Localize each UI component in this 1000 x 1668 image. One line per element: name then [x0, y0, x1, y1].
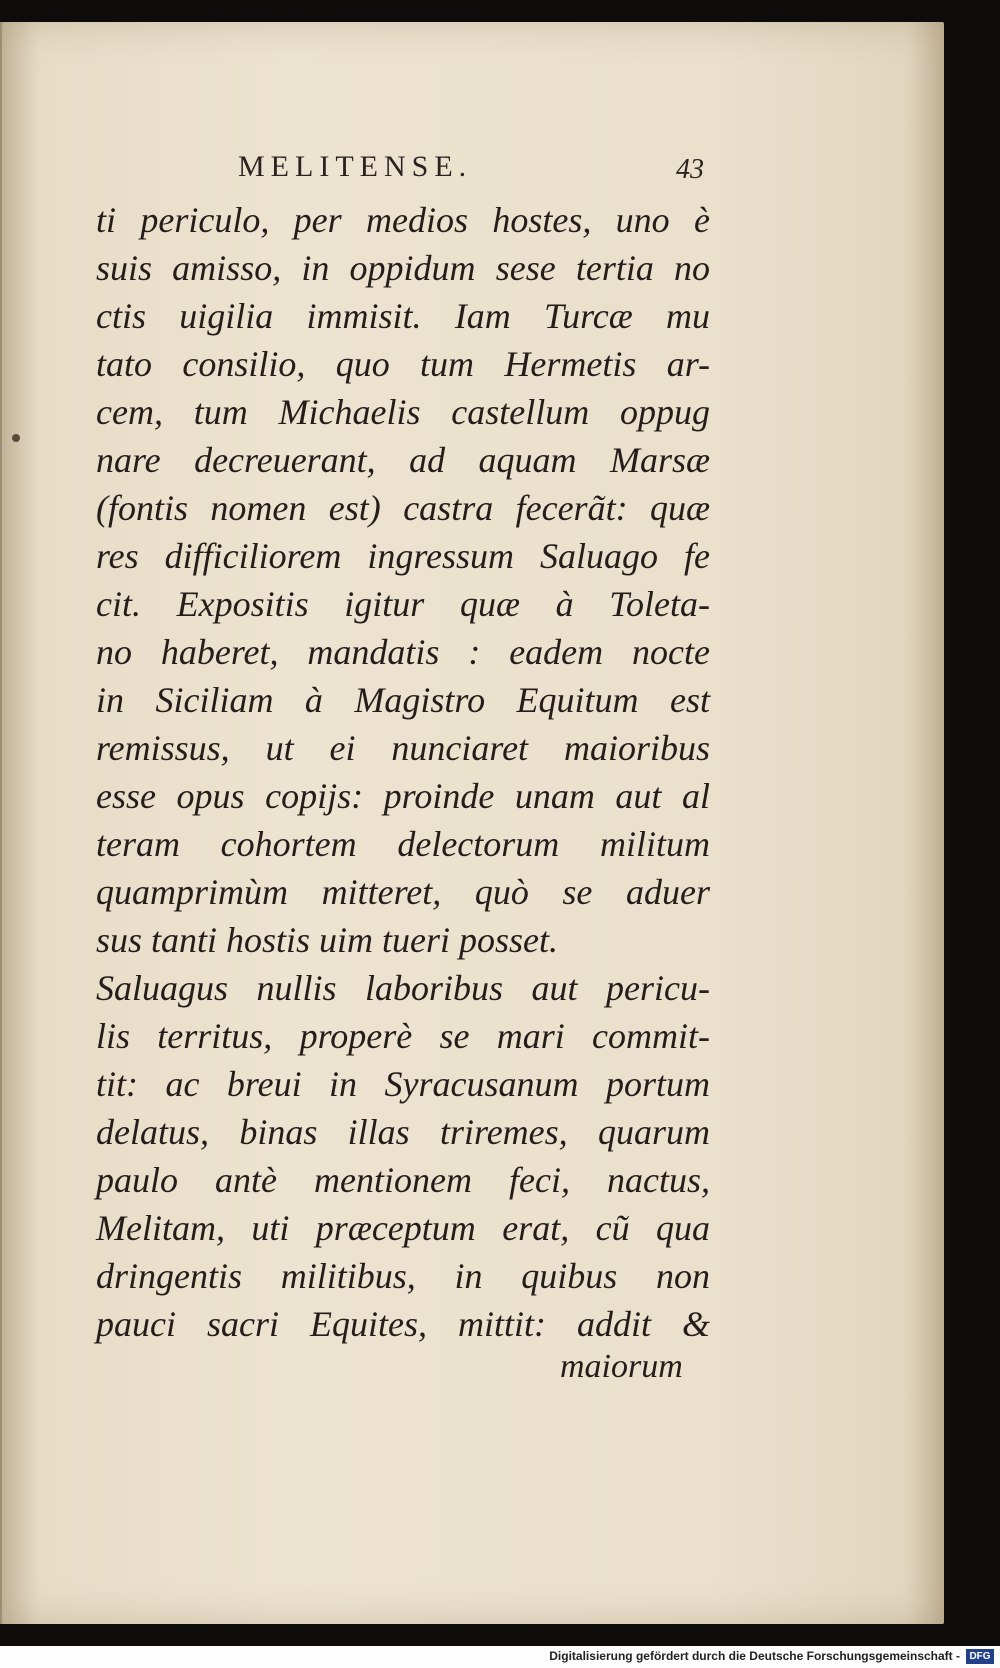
- text-line: Saluagus nullis laboribus aut pericu-: [96, 968, 710, 1008]
- dfg-logo-icon: DFG: [966, 1649, 994, 1664]
- text-line: ti periculo, per medios hostes, uno è: [96, 200, 710, 240]
- body-text: [96, 196, 710, 1348]
- margin-mark: [12, 434, 20, 442]
- text-line: res difficiliorem ingressum Saluago fe: [96, 536, 710, 576]
- digitization-footer: [0, 1646, 1000, 1668]
- text-line: teram cohortem delectorum militum: [96, 824, 710, 864]
- page-header: [0, 134, 1000, 194]
- text-line: tit: ac breui in Syracusanum portum: [96, 1064, 710, 1104]
- page-number: 43: [676, 154, 704, 185]
- text-line: suis amisso, in oppidum sese tertia no: [96, 248, 710, 288]
- text-line: cit. Expositis igitur quæ à Toleta-: [96, 584, 710, 624]
- footer-credit: Digitalisierung gefördert durch die Deutsche Forschungsgemeinschaft -: [549, 1649, 960, 1663]
- text-line: cem, tum Michaelis castellum oppug: [96, 392, 710, 432]
- text-line: dringentis militibus, in quibus non: [96, 1256, 710, 1296]
- text-line: no haberet, mandatis : eadem nocte: [96, 632, 710, 672]
- text-line: lis territus, properè se mari commit-: [96, 1016, 710, 1056]
- text-line: paulo antè mentionem feci, nactus,: [96, 1160, 710, 1200]
- text-line: in Siciliam à Magistro Equitum est: [96, 680, 710, 720]
- text-line: pauci sacri Equites, mittit: addit &: [96, 1304, 710, 1344]
- text-line: remissus, ut ei nunciaret maioribus: [96, 728, 710, 768]
- text-line: (fontis nomen est) castra fecerãt: quæ: [96, 488, 710, 528]
- text-line: esse opus copijs: proinde unam aut al: [96, 776, 710, 816]
- text-line: delatus, binas illas triremes, quarum: [96, 1112, 710, 1152]
- text-line: ctis uigilia immisit. Iam Turcæ mu: [96, 296, 710, 336]
- text-line: nare decreuerant, ad aquam Marsæ: [96, 440, 710, 480]
- text-line: quamprimùm mitteret, quò se aduer: [96, 872, 710, 912]
- text-line: sus tanti hostis uim tueri posset.: [96, 920, 559, 960]
- text-line: Melitam, uti præceptum erat, cũ qua: [96, 1208, 710, 1248]
- catchword: maiorum: [560, 1348, 683, 1385]
- text-line: tato consilio, quo tum Hermetis ar-: [96, 344, 710, 384]
- running-head: MELITENSE.: [238, 150, 473, 183]
